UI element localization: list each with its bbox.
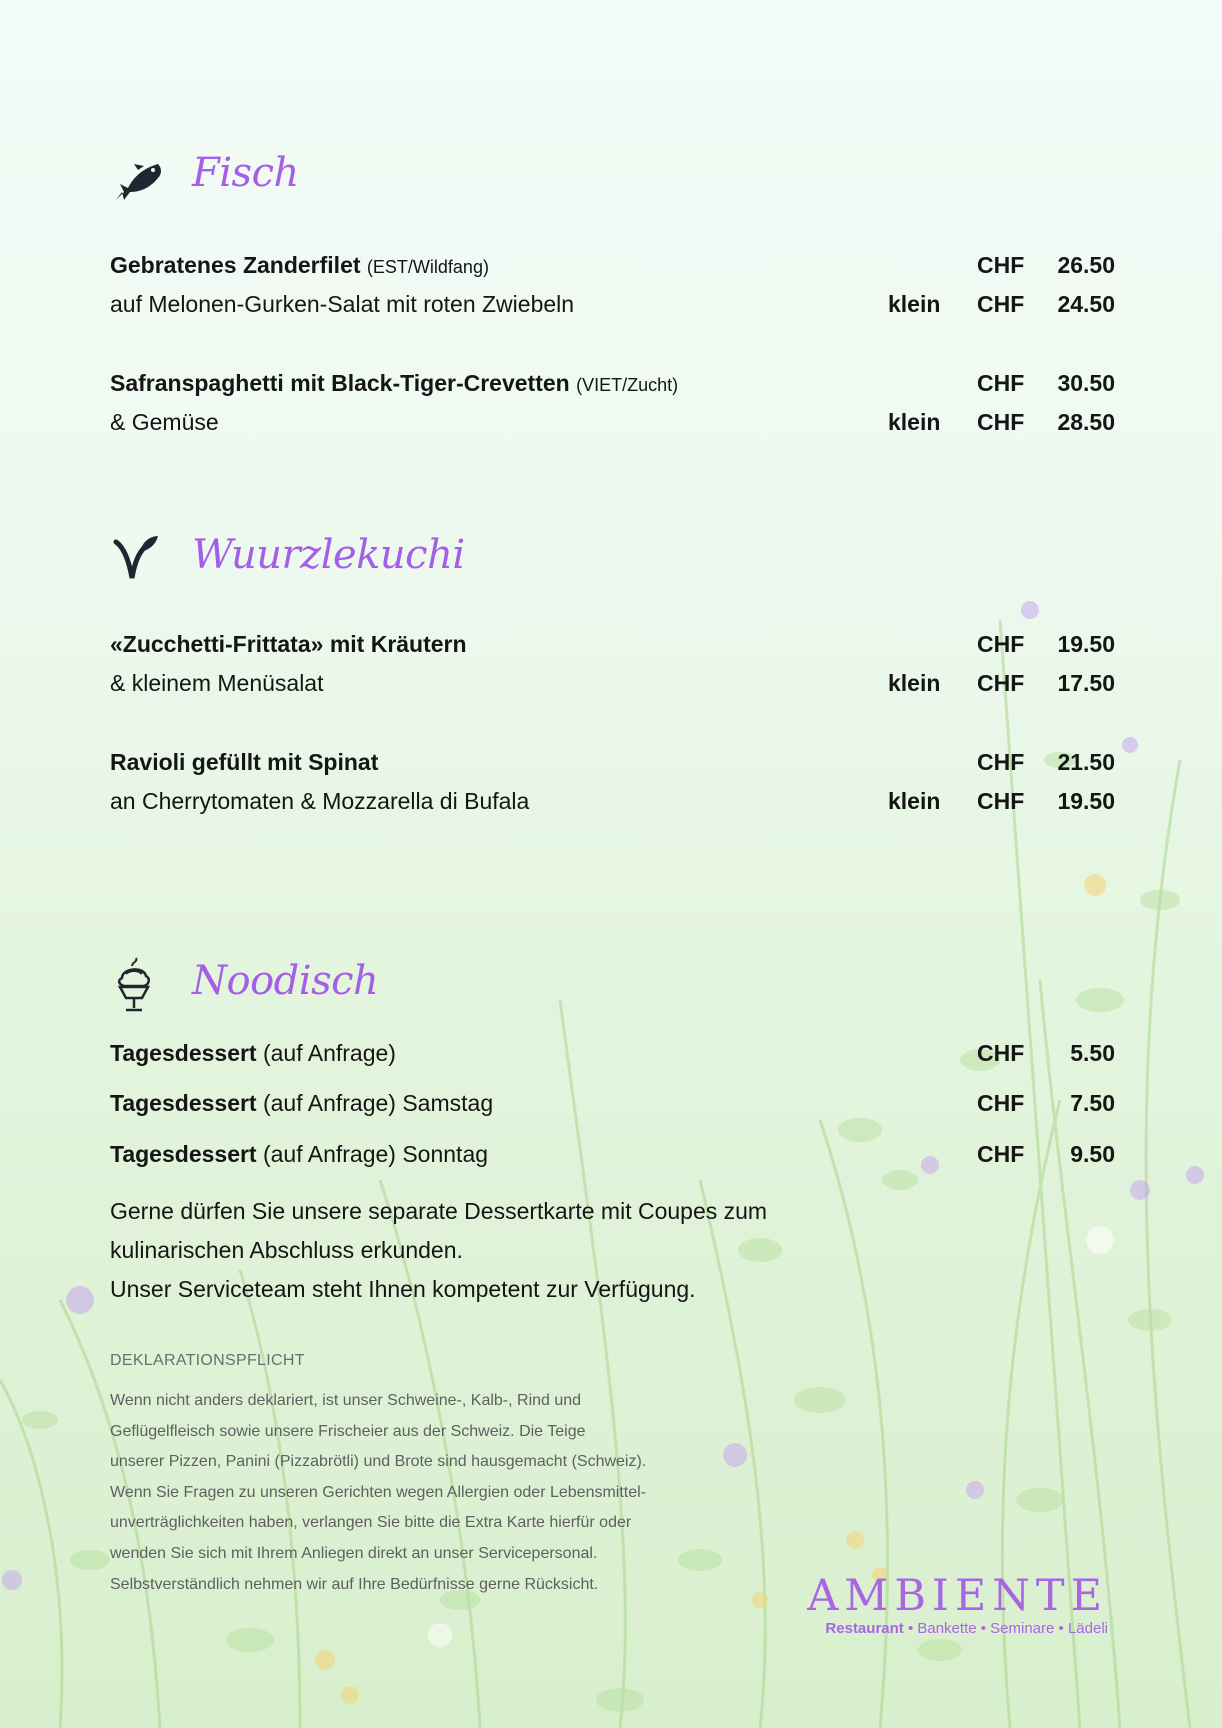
menu-item-title [110,749,378,776]
menu-item-title [110,1141,488,1168]
section-title: Fisch [192,150,299,196]
fish-icon [110,148,166,208]
dessert-note [110,1192,810,1309]
menu-item-ravioli [110,749,1115,827]
declaration-line: Wenn Sie Fragen zu unseren Gerichten wegen Allergien oder Lebensmittel- [110,1483,647,1501]
menu-item-title [110,370,678,397]
dish-name: Ravioli gefüllt mit Spinat [110,749,379,775]
section-header-fisch [110,148,710,218]
declaration-heading: DEKLARATIONSPFLICHT [110,1352,305,1369]
dish-name: Tagesdessert [110,1090,257,1116]
small-price: 24.50 [1057,291,1115,317]
dish-name: Tagesdessert [110,1141,257,1167]
small-portion-label: klein [888,670,941,696]
menu-item-tagesdessert-sonntag [110,1141,1115,1181]
price: 9.50 [1070,1141,1115,1167]
dish-origin: (EST/Wildfang) [366,257,489,277]
menu-item-line [110,749,1115,788]
menu-item-line [110,370,1115,409]
dish-name: Safranspaghetti mit Black-Tiger-Crevetten [110,370,570,396]
menu-item-line [110,409,1115,448]
price: 26.50 [1057,252,1115,278]
dish-name: «Zucchetti-Frittata» mit Kräutern [110,631,467,657]
dish-day: Samstag [402,1090,494,1116]
dish-name: Tagesdessert [110,1040,257,1066]
leaf-icon [110,530,166,590]
menu-item-tagesdessert-samstag [110,1090,1115,1130]
small-portion-label: klein [888,291,941,317]
small-price: 19.50 [1057,788,1115,814]
menu-item-title [110,631,467,658]
brand-logo [800,1572,1108,1637]
declaration-line: unverträglichkeiten haben, verlangen Sie bitte die Extra Karte hierfür oder [110,1514,632,1532]
menu-item-line [110,788,1115,827]
dish-note: (auf Anfrage) [262,1141,396,1167]
note-line: Gerne dürfen Sie unsere separate Dessertkarte mit Coupes zum [110,1198,768,1224]
menu-item-title [110,1040,396,1067]
brand-tagline-main: Restaurant [825,1620,904,1637]
note-line: Unser Serviceteam steht Ihnen kompetent zur Verfügung. [110,1276,696,1302]
declaration-line: wenden Sie sich mit Ihrem Anliegen direkt an unser Servicepersonal. [110,1544,598,1562]
menu-item-line [110,670,1115,709]
dish-description: & kleinem Menüsalat [110,670,324,696]
declaration-line: Wenn nicht anders deklariert, ist unser Schweine-, Kalb-, Rind und [110,1392,582,1409]
currency-label: CHF [977,1090,1025,1116]
price: 19.50 [1057,631,1115,657]
menu-item-line [110,631,1115,670]
price: 21.50 [1057,749,1115,775]
dish-day: Sonntag [402,1141,489,1167]
section-title: Wuurzlekuchi [192,532,465,578]
dish-description: & Gemüse [110,409,219,435]
small-portion-label: klein [888,409,941,435]
small-portion-label: klein [888,788,941,814]
menu-item-frittata [110,631,1115,709]
brand-tagline-rest: • Bankette • Seminare • Lädeli [907,1620,1108,1637]
currency-label: CHF [977,749,1025,775]
declaration-line: Geflügelfleisch sowie unsere Frischeier aus der Schweiz. Die Teige [110,1422,586,1440]
declaration-line: unserer Pizzen, Panini (Pizzabrötli) und Brote sind hausgemacht (Schweiz). [110,1453,647,1471]
menu-item-zanderfilet [110,252,1115,330]
menu-item-title [110,1090,493,1117]
dish-description: an Cherrytomaten & Mozzarella di Bufala [110,788,530,814]
section-header-noodisch [110,956,710,1026]
brand-tagline [800,1620,1108,1637]
ice-cream-icon [110,956,166,1016]
declaration-text [110,1386,730,1600]
menu-item-title [110,252,489,279]
dish-name: Gebratenes Zanderfilet [110,252,361,278]
note-line: kulinarischen Abschluss erkunden. [110,1237,463,1263]
currency-label: CHF [977,788,1025,814]
price: 30.50 [1057,370,1115,396]
currency-label: CHF [977,370,1025,396]
currency-label: CHF [977,252,1025,278]
currency-label: CHF [977,1141,1025,1167]
currency-label: CHF [977,670,1025,696]
dish-description: auf Melonen-Gurken-Salat mit roten Zwiebeln [110,291,575,317]
price: 5.50 [1070,1040,1115,1066]
currency-label: CHF [977,1040,1025,1066]
menu-item-line [110,291,1115,330]
price: 7.50 [1070,1090,1115,1116]
section-header-wuurzlekuchi [110,530,710,600]
menu-item-tagesdessert [110,1040,1115,1080]
small-price: 28.50 [1057,409,1115,435]
dish-note: (auf Anfrage) [262,1040,396,1066]
dish-origin: (VIET/Zucht) [576,375,679,395]
declaration-line: Selbstverständlich nehmen wir auf Ihre Bedürfnisse gerne Rücksicht. [110,1575,599,1593]
menu-item-line [110,252,1115,291]
currency-label: CHF [977,631,1025,657]
dish-note: (auf Anfrage) [262,1090,396,1116]
brand-name: AMBIENTE [807,1571,1108,1621]
currency-label: CHF [977,409,1025,435]
currency-label: CHF [977,291,1025,317]
small-price: 17.50 [1057,670,1115,696]
menu-item-safranspaghetti [110,370,1115,448]
section-title: Noodisch [192,958,379,1004]
